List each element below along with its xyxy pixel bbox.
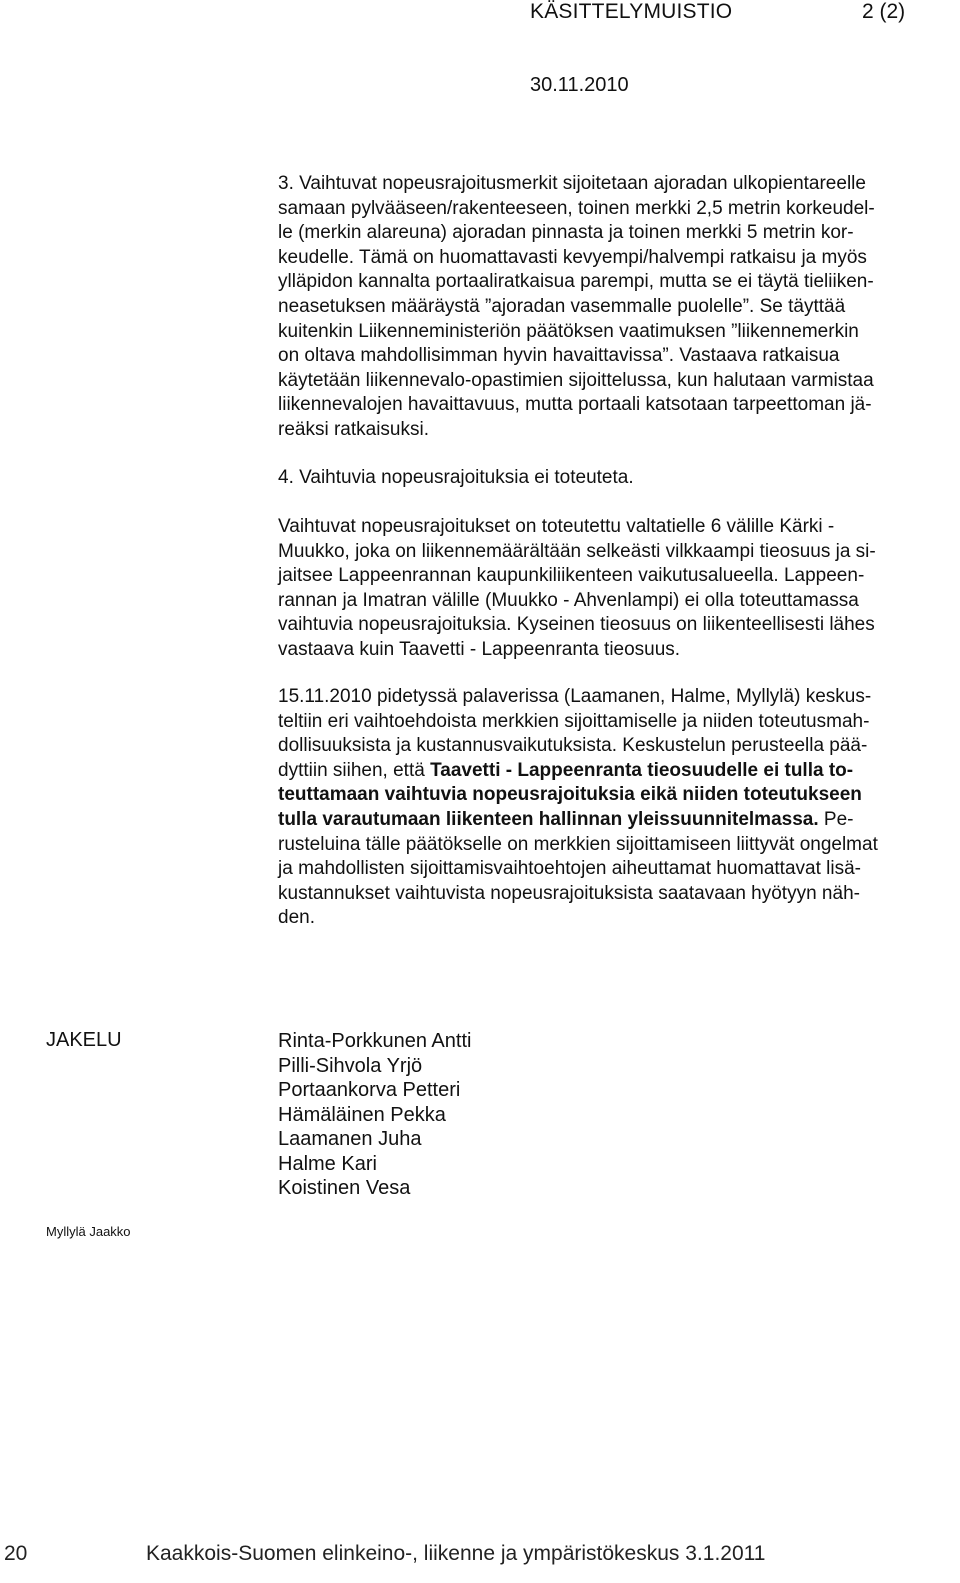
paragraph-meeting-decision [278,685,950,931]
paragraph-item-3 [278,172,950,443]
text-line: samaan pylvääseen/rakenteeseen, toinen merkki 2,5 metrin korkeudel- [278,197,875,219]
text-line [278,759,950,784]
text-line: le (merkin alareuna) ajoradan pinnasta ja toinen merkki 5 metrin kor- [278,222,854,244]
text-line: den. [278,907,315,929]
text-line: jaitsee Lappeenrannan kaupunkiliikenteen vaikutusalueella. Lappeen- [278,565,865,587]
text-line: liikennevalojen havaittavuus, mutta portaali katsotaan tarpeettoman jä- [278,394,872,416]
extra-recipient: Myllylä Jaakko [46,1224,131,1239]
text-line: 4. Vaihtuvia nopeusrajoituksia ei toteuteta. [278,467,634,488]
text-fragment: Pe- [818,808,854,830]
text-line: 3. Vaihtuvat nopeusrajoitusmerkit sijoitetaan ajoradan ulkopientareelle [278,173,866,194]
document-title: KÄSITTELYMUISTIO [530,0,733,23]
document-date: 30.11.2010 [530,74,629,96]
text-line: reäksi ratkaisuksi. [278,418,429,440]
paragraph-current-implementation [278,515,950,663]
text-line: neasetuksen määräystä ”ajoradan vasemmalle puolelle”. Se täyttää [278,295,846,317]
recipient: Portaankorva Petteri [278,1079,461,1101]
text-line: ylläpidon kannalta portaaliratkaisua parempi, mutta se ei täytä tieliiken- [278,271,874,293]
text-line: keudelle. Tämä on huomattavasti kevyempi/halvempi ratkaisu ja myös [278,246,867,268]
page-indicator: 2 (2) [862,0,906,23]
decision-bold-text: tulla varautumaan liikenteen hallinnan yleissuunnitelmassa. [278,808,819,830]
decision-bold-text: teuttamaan vaihtuvia nopeusrajoituksia eikä niiden toteutukseen [278,784,862,806]
text-line: käytetään liikennevalo-opastimien sijoittelussa, kun halutaan varmistaa [278,369,874,391]
paragraph-item-4 [278,466,950,491]
recipient: Rinta-Porkkunen Antti [278,1030,472,1052]
recipient: Hämäläinen Pekka [278,1103,446,1126]
text-line: kuitenkin Liikenneministeriön päätöksen vaatimuksen ”liikennemerkin [278,320,859,342]
recipient-list [278,1029,471,1201]
distribution-label: JAKELU [46,1029,122,1051]
text-line: kustannukset vaihtuvista nopeusrajoituksista saatavaan hyötyyn näh- [278,882,860,904]
recipient: Koistinen Vesa [278,1177,411,1199]
text-line: 15.11.2010 pidetyssä palaverissa (Laamanen, Halme, Myllylä) keskus- [278,686,872,707]
footer-page-number: 20 [4,1542,28,1565]
text-line: vastaava kuin Taavetti - Lappeenranta tieosuus. [278,638,681,660]
decision-bold-text: Taavetti - Lappeenranta tieosuudelle ei tulla to- [430,759,854,781]
text-line: Vaihtuvat nopeusrajoitukset on toteutettu valtatielle 6 välille Kärki - [278,516,835,537]
text-line: dollisuuksista ja kustannusvaikutuksista. Keskustelun perusteella pää- [278,735,868,757]
recipient: Laamanen Juha [278,1128,422,1150]
recipient: Halme Kari [278,1152,377,1175]
text-line [278,808,950,833]
text-line: rusteluina tälle päätökselle on merkkien sijoittamiseen liittyvät ongelmat [278,833,878,855]
text-line: Muukko, joka on liikennemäärältään selkeästi vilkkaampi tieosuus ja si- [278,540,876,562]
text-line: rannan ja Imatran välille (Muukko - Ahvenlampi) ei olla toteuttamassa [278,589,859,611]
text-line: ja mahdollisten sijoittamisvaihtoehtojen aiheuttamat huomattavat lisä- [278,858,861,880]
recipient: Pilli-Sihvola Yrjö [278,1054,423,1077]
text-line: teltiin eri vaihtoehdoista merkkien sijoittamiselle ja niiden toteutusmah- [278,710,870,732]
text-line: vaihtuvia nopeusrajoituksia. Kyseinen tieosuus on liikenteellisesti lähes [278,614,875,636]
footer-organization: Kaakkois-Suomen elinkeino-, liikenne ja ympäristökeskus 3.1.2011 [146,1542,766,1565]
text-fragment: dyttiin siihen, että [278,759,431,781]
text-line: on oltava mahdollisimman hyvin havaittavissa”. Vastaava ratkaisua [278,345,840,367]
